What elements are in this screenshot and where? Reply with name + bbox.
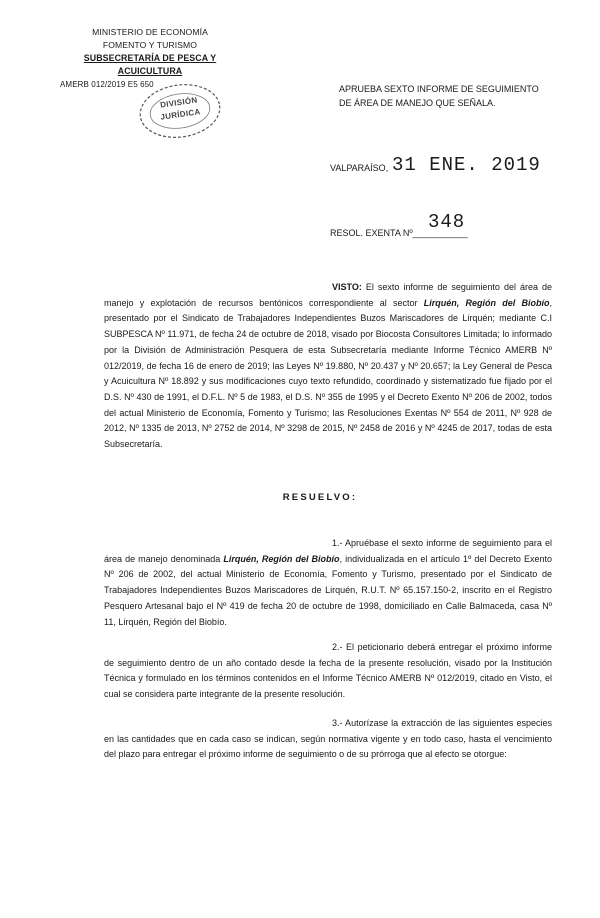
- item-1-text-b: , individualizada en el artículo 1º del Decreto Exento Nº 206 de 2002, del actual Ministerio de Economía, Fomento y Turismo, presentado por el Sindicato de Trabajadores Independientes Buzos Mariscadores de Lirquén, R.U.T. Nº 65.157.150-2, inscrito en el Registro Pesquero Artesanal bajo el Nº 419 de fecha 20 de octubre de 1998, domiciliado en Calle Balmaceda, casa Nº 11, Lirquén, Región del Biobío.: [104, 553, 552, 627]
- resolution-number: 348: [428, 211, 466, 233]
- undersecretariat-name: SUBSECRETARÍA DE PESCA Y ACUICULTURA: [83, 53, 217, 76]
- stamp-line-1: DIVISIÓN: [159, 95, 199, 110]
- item-3-paragraph: 3.- Autorízase la extracción de las siguientes especies en las cantidades que en cada caso se indican, según normativa vigente y en todo caso, hasta el vencimiento del plazo para entregar el próximo informe de seguimiento o de su prórroga que al efecto se otorgue:: [104, 718, 552, 760]
- date-stamp: 31 ENE. 2019: [392, 154, 541, 176]
- item-1-text-a: 1.- Apruébase el sexto informe de seguimiento para el área de manejo denominada: [104, 538, 552, 564]
- stamp-line-2: JURÍDICA: [159, 107, 202, 122]
- item-1-paragraph: [104, 536, 552, 630]
- visto-place: Lirquén, Región del Biobío: [423, 297, 550, 308]
- ministry-name: MINISTERIO DE ECONOMÍA: [92, 27, 208, 37]
- item-2-paragraph: 2.- El peticionario deberá entregar el próximo informe de seguimiento dentro de un año contado desde la fecha de la presente resolución, visado por la Institución Técnica y formulado en los términos contenidos en el Informe Técnico AMERB Nº 012/2019, citado en Visto, el cual se considera parte integrante de la presente resolución.: [104, 642, 552, 700]
- visto-text-2: , presentado por el Sindicato de Trabajadores Independientes Buzos Mariscadores de Lirquén; mediante C.I SUBPESCA Nº 11.971, de fecha 24 de octubre de 2018, visado por Biocosta Consultores Limitada; lo informado por la División de Administración Pesquera de esta Subsecretaría mediante Informe Técnico AMERB Nº 012/2019, de fecha 16 de enero de 2019; las Leyes Nº 19.880, Nº 20.437 y Nº 20.657; la Ley General de Pesca y Acuicultura Nº 18.892 y sus modificaciones cuyo texto refundido, coordinado y sistematizado fue fijado por el D.S. Nº 430 de 1991, el D.F.L. Nº 5 de 1983, el D.S. Nº 355 de 1995 y el Decreto Exento Nº 206 de 2002, todos del actual Ministerio de Economía, Fomento y Turismo; las Resoluciones Exentas Nº 554 de 2011, Nº 928 de 2012, Nº 1335 de 2013, Nº 2752 de 2014, Nº 3298 de 2015, Nº 2458 de 2016 y Nº 4245 de 2017, todas de esta Subsecretaría.: [104, 297, 552, 450]
- resuelvo-heading: RESUELVO:: [282, 492, 358, 503]
- legal-division-stamp: [132, 76, 227, 146]
- ministry-subname: FOMENTO Y TURISMO: [102, 40, 198, 50]
- item-1-place: Lirquén, Región del Biobío: [223, 553, 340, 564]
- visto-paragraph: [104, 280, 552, 453]
- visto-label: VISTO:: [332, 282, 362, 292]
- date-label: VALPARAÍSO,: [330, 163, 389, 173]
- reference-code: AMERB 012/2019 E5 650: [60, 80, 154, 89]
- visto-text-1: El sexto informe de seguimiento del área de manejo y explotación de recursos bentónicos correspondiente al sector: [104, 282, 552, 308]
- resolution-number-label: RESOL. EXENTA Nº___________: [330, 228, 468, 238]
- resolution-subject: APRUEBA SEXTO INFORME DE SEGUIMIENTO DE ÁREA DE MANEJO QUE SEÑALA.: [339, 84, 539, 108]
